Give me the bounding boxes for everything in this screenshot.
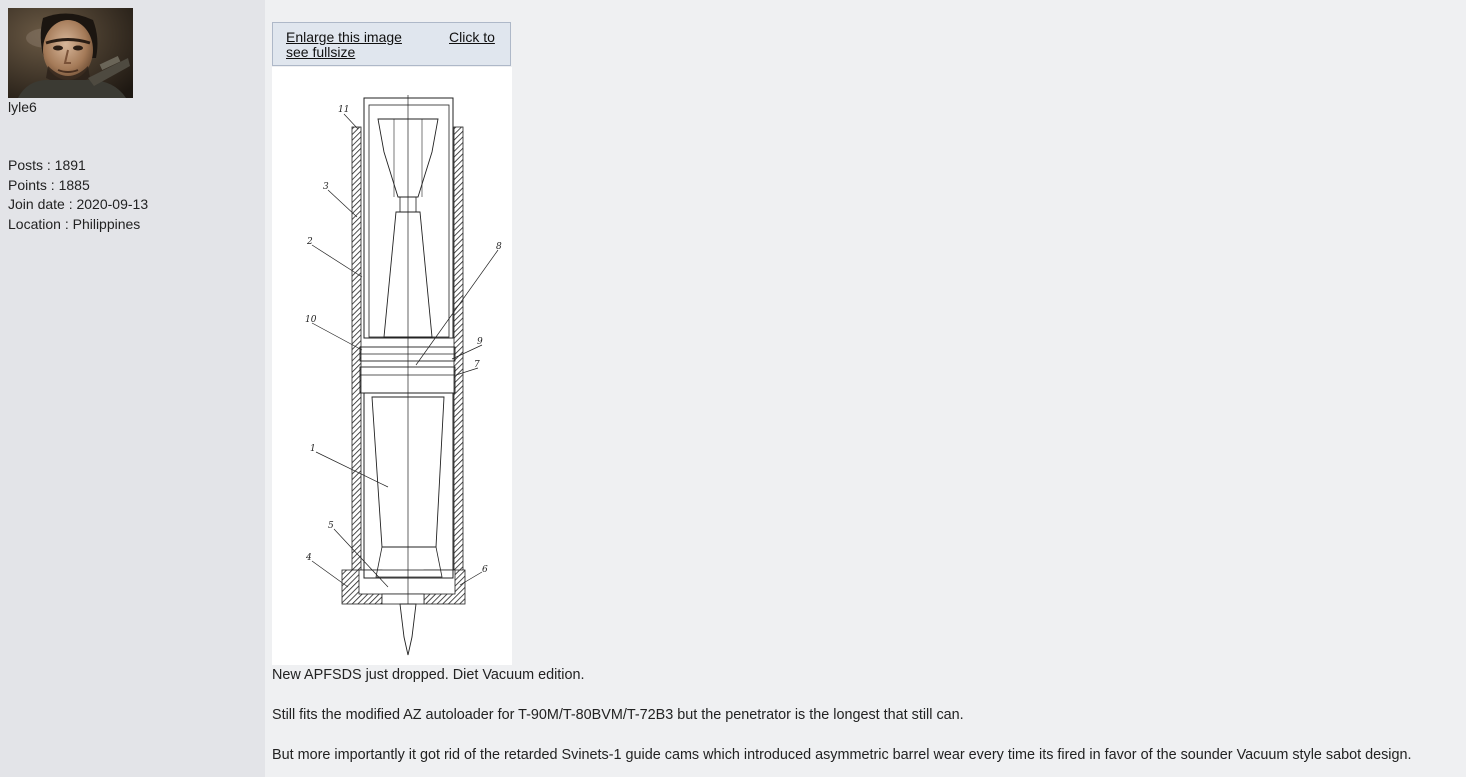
post-image[interactable] [272,67,512,665]
drawing-label: 11 [338,105,350,115]
drawing-label: 9 [477,337,483,347]
user-profile-panel [0,0,265,777]
drawing-label: 7 [474,360,480,370]
post-paragraph: Still fits the modified AZ autoloader for T-90M/T-80BVM/T-72B3 but the penetrator is the longest that still can. [272,707,964,723]
drawing-label: 6 [482,565,488,575]
post-paragraph: But more importantly it got rid of the retarded Svinets-1 guide cams which introduced asymmetric barrel wear every time its fired in favor of the sounder Vacuum style sabot design. [272,747,1412,763]
location: Location : Philippines [8,215,141,232]
points-count: Points : 1885 [8,176,90,193]
drawing-label: 10 [305,315,317,325]
post-paragraph: New APFSDS just dropped. Diet Vacuum edition. [272,667,585,683]
user-stats [8,156,148,234]
drawing-label: 4 [306,553,312,563]
username[interactable]: lyle6 [8,99,37,115]
click-fullsize-wrap [449,30,495,45]
drawing-label: 3 [323,182,329,192]
join-date: Join date : 2020-09-13 [8,196,149,212]
post-content [265,0,1466,777]
drawing-label: 5 [328,521,334,531]
drawing-label: 2 [307,237,313,247]
drawing-label: 8 [496,242,502,252]
avatar[interactable] [8,8,133,98]
avatar-image [8,8,133,98]
posts-count: Posts : 1891 [8,157,86,173]
enlarge-image-link[interactable]: Enlarge this image [286,29,402,45]
click-to-fullsize-link[interactable]: Click to [449,29,495,45]
apfsds-technical-drawing [272,67,512,665]
drawing-label: 1 [310,444,316,454]
see-fullsize-link[interactable]: see fullsize [286,44,356,60]
enlarge-link-wrap [286,30,416,60]
image-resize-bar [272,22,511,66]
post-body [272,666,1462,764]
